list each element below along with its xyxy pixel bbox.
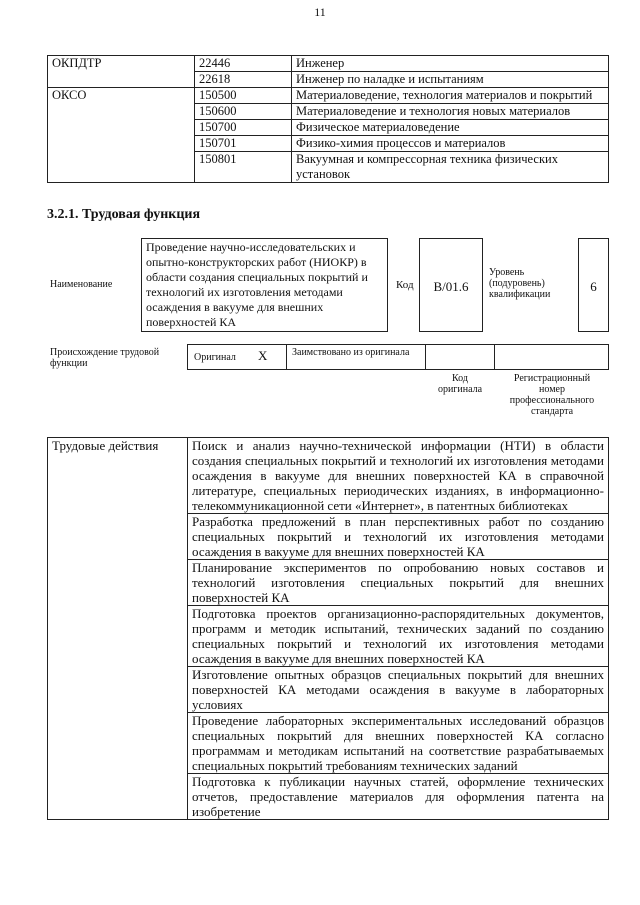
- action-item: Изготовление опытных образцов специальных покрытий для внешних поверхностей КА методами осаждения в вакууме в лабораторных условиях: [188, 667, 609, 713]
- name-label: Наименование: [50, 279, 113, 290]
- table-row: [48, 438, 609, 514]
- section-heading: 3.2.1. Трудовая функция: [47, 207, 201, 222]
- function-code: B/01.6: [419, 238, 483, 332]
- qualification-level: 6: [578, 238, 609, 332]
- code-original-cell: [425, 344, 495, 370]
- classifier-cell: ОКПДТР: [48, 56, 195, 88]
- code-cell: 22618: [195, 72, 292, 88]
- name-cell: Материаловедение и технология новых материалов: [292, 104, 609, 120]
- name-cell: Инженер: [292, 56, 609, 72]
- actions-table: [47, 437, 609, 820]
- name-cell: Физическое материаловедение: [292, 120, 609, 136]
- action-item: Подготовка проектов организационно-распорядительных документов, программ и методик испытаний, технических заданий по созданию специальных покрытий и технологий их изготовления методами осаждения в вакууме для внешних поверхностей КА: [188, 606, 609, 667]
- code-cell: 150600: [195, 104, 292, 120]
- code-original-label: Код оригинала: [437, 373, 483, 395]
- action-item: Поиск и анализ научно-технической информации (НТИ) в области создания специальных покрытий и технологий их изготовления методами осаждения в вакууме для внешних поверхностей КА в справочной литературе, специальных периодических изданиях, в информационно-телекоммуникационной сети «Интернет», в патентных библиотеках: [188, 438, 609, 514]
- action-item: Подготовка к публикации научных статей, оформление технических отчетов, предоставление материалов для оформления патента на изобретение: [188, 774, 609, 820]
- code-label: Код: [396, 279, 414, 291]
- name-cell: Материаловедение, технология материалов и покрытий: [292, 88, 609, 104]
- function-name: Проведение научно-исследовательских и опытно-конструкторских работ (НИОКР) в области создания специальных покрытий и технологий их изготовления методами осаждения в вакууме для внешних поверхностей КА: [141, 238, 388, 332]
- codes-table: [47, 55, 609, 183]
- level-label: Уровень (подуровень) квалификации: [489, 267, 551, 300]
- action-item: Планирование экспериментов по опробованию новых составов и технологий изготовления специальных покрытий для внешних поверхностей КА: [188, 560, 609, 606]
- name-cell: Инженер по наладке и испытаниям: [292, 72, 609, 88]
- page-number: 11: [314, 5, 326, 19]
- name-cell: Физико-химия процессов и материалов: [292, 136, 609, 152]
- code-cell: 150700: [195, 120, 292, 136]
- classifier-cell: ОКСО: [48, 88, 195, 183]
- borrowed-label: Заимствовано из оригинала: [292, 347, 410, 358]
- code-cell: 150500: [195, 88, 292, 104]
- code-cell: 150701: [195, 136, 292, 152]
- name-cell: Вакуумная и компрессорная техника физических установок: [292, 152, 609, 183]
- code-cell: 150801: [195, 152, 292, 183]
- action-item: Разработка предложений в план перспективных работ по созданию специальных покрытий и технологий их изготовления методами осаждения в вакууме для внешних поверхностей КА: [188, 514, 609, 560]
- table-row: [48, 56, 609, 72]
- original-mark: X: [258, 348, 268, 363]
- reg-number-cell: [494, 344, 609, 370]
- reg-number-label: Регистрационный номер профессионального стандарта: [509, 373, 595, 417]
- actions-label: Трудовые действия: [48, 438, 188, 820]
- original-label: Оригинал: [194, 352, 236, 363]
- code-cell: 22446: [195, 56, 292, 72]
- table-row: [48, 88, 609, 104]
- action-item: Проведение лабораторных экспериментальных исследований образцов специальных покрытий для внешних поверхностей КА согласно программам и методикам испытаний на соответствие разрабатываемых специальных покрытий требованиям технических заданий: [188, 713, 609, 774]
- origin-label: Происхождение трудовой функции: [50, 347, 160, 369]
